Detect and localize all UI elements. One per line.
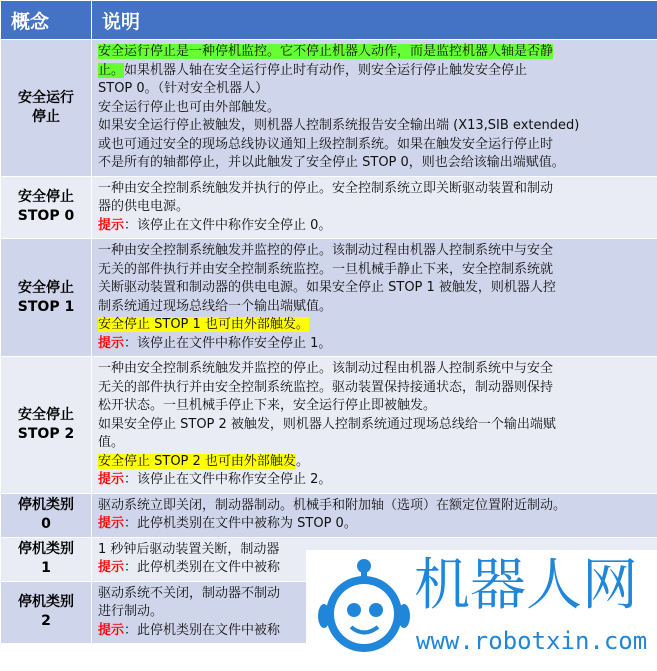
description-text: 如果安全运行停止被触发，则机器人控制系统报告安全输出端 (X13,SIB extended): [98, 118, 580, 133]
description-line: [98, 453, 651, 472]
highlighted-text: 止。: [98, 62, 125, 78]
concept-label: 安全停止: [18, 406, 74, 423]
description-line: [98, 117, 651, 136]
description-text: 如果安全停止 STOP 2 被触发，则机器人控制系统通过现场总线给一个输出端赋: [98, 416, 556, 432]
description-text: 安全运行停止也可由外部触发。: [98, 99, 281, 115]
description-line: [98, 217, 651, 236]
tip-label: 提示: [98, 560, 125, 575]
description-text: 不是所有的轴都停止，并以此触发了安全停止 STOP 0，则也会给该输出端赋值。: [98, 155, 565, 170]
tip-label: 提示: [98, 472, 125, 487]
watermark-brand: 机器人网: [414, 553, 638, 618]
description-line: [98, 80, 651, 99]
description-line: [98, 154, 651, 173]
description-text: 如果机器人轴在安全运行停止时有动作，则安全运行停止触发安全停止: [124, 62, 528, 78]
description-cell: [92, 493, 657, 537]
description-text: 或也可通过安全的现场总线协议通知上级控制系统。如果在触发安全运行停止时: [98, 136, 554, 152]
tip-label: 提示: [98, 622, 125, 638]
description-line: [98, 198, 651, 217]
description-line: [98, 43, 651, 62]
description-line: [98, 279, 651, 298]
table-row: [1, 40, 657, 177]
tip-label: 提示: [98, 516, 125, 531]
description-cell: [92, 239, 657, 357]
description-text: 一种由安全控制系统触发并执行的停止。安全控制系统立即关断驱动装置和制动: [98, 180, 554, 196]
watermark-url: www.robotxin.com: [416, 627, 648, 655]
description-text: 进行制动。: [98, 604, 164, 619]
concept-label: 2: [41, 613, 51, 630]
concept-cell: [1, 537, 92, 581]
concept-label: 停止: [32, 108, 60, 125]
description-cell: [92, 176, 657, 239]
description-line: [98, 62, 651, 81]
header-concept: 概念: [1, 1, 92, 40]
concept-cell: [1, 176, 92, 239]
concept-label: STOP 0: [17, 208, 75, 225]
description-cell: [92, 357, 657, 494]
tip-label: 提示: [98, 335, 125, 351]
concept-label: 0: [41, 516, 51, 532]
description-line: [98, 335, 651, 354]
concept-cell: [1, 40, 92, 177]
concept-label: STOP 1: [17, 298, 75, 315]
description-text: ：该停止在文件中称作安全停止 1。: [124, 335, 332, 351]
description-text: ：该停止在文件中称作安全停止 0。: [124, 217, 332, 233]
concept-cell: [1, 239, 92, 357]
concept-label: STOP 2: [17, 425, 75, 442]
description-line: [98, 515, 651, 534]
description-line: [98, 99, 651, 118]
description-text: 一种由安全控制系统触发并监控的停止。该制动过程由机器人控制系统中与安全: [98, 361, 554, 376]
description-line: [98, 298, 651, 317]
description-line: [98, 471, 651, 490]
concept-cell: [1, 493, 92, 537]
description-text: ：此停机类别在文件中被称为 STOP 0。: [124, 516, 357, 531]
description-text: STOP 0。（针对安全机器人）: [98, 81, 269, 96]
description-text: ：该停止在文件中称作安全停止 2。: [124, 472, 332, 487]
robot-logo-icon: [318, 556, 410, 656]
description-text: 关断驱动装置和制动器的供电电源。如果安全停止 STOP 1 被触发，则机器人控: [98, 280, 556, 295]
concept-label: 安全停止: [18, 279, 74, 296]
description-text: 无关的部件执行并由安全控制系统监控。驱动装置保持接通状态，制动器则保持: [98, 379, 554, 395]
description-line: [98, 379, 651, 398]
description-line: [98, 242, 651, 261]
description-text: 松开状态。一旦机械手停止下来，安全运行停止即被触发。: [98, 398, 437, 413]
highlighted-text: 安全停止 STOP 1 也可由外部触发。: [98, 317, 309, 332]
description-line: [98, 434, 651, 453]
header-row: [1, 1, 657, 40]
description-text: 值。: [98, 435, 125, 450]
description-text: ：此停机类别在文件中被称: [124, 560, 281, 575]
header-description: 说明: [92, 1, 657, 40]
concept-label: 安全运行: [18, 89, 74, 106]
concept-label: 停机类别: [18, 541, 74, 557]
concept-label: 停机类别: [18, 594, 74, 611]
description-text: 器的供电电源。: [98, 199, 190, 214]
description-line: [98, 497, 651, 516]
concept-cell: [1, 581, 92, 644]
description-line: [98, 416, 651, 435]
description-cell: [92, 40, 657, 177]
description-line: [98, 180, 651, 199]
description-text: 制系统通过现场总线给一个输出端赋值。: [98, 298, 333, 314]
table-row: [1, 239, 657, 357]
description-text: ：此停机类别在文件中被称: [124, 622, 281, 638]
concept-cell: [1, 357, 92, 494]
description-line: [98, 397, 651, 416]
description-text: 一种由安全控制系统触发并监控的停止。该制动过程由机器人控制系统中与安全: [98, 243, 554, 258]
description-line: [98, 360, 651, 379]
description-text: 。: [295, 453, 309, 469]
description-line: [98, 316, 651, 335]
highlighted-text: 安全停止 STOP 2 也可由外部触发: [98, 453, 296, 469]
tip-label: 提示: [98, 217, 125, 233]
description-line: [98, 261, 651, 280]
table-row: [1, 493, 657, 537]
table-row: [1, 176, 657, 239]
concept-label: 1: [41, 560, 51, 576]
description-text: 驱动系统立即关闭，制动器制动。机械手和附加轴（选项）在额定位置附近制动。: [98, 497, 567, 513]
description-line: [98, 136, 651, 155]
description-text: 无关的部件执行并由安全控制系统监控。一旦机械手静止下来，安全控制系统就: [98, 261, 554, 277]
description-text: 驱动系统不关闭，制动器不制动: [98, 585, 281, 601]
concept-label: 安全停止: [18, 189, 74, 206]
table-row: [1, 357, 657, 494]
concept-label: 停机类别: [18, 497, 74, 513]
watermark: [306, 550, 657, 671]
highlighted-text: 安全运行停止是一种停机监控。它不停止机器人动作，而是监控机器人轴是否静: [98, 44, 554, 59]
description-text: 1 秒钟后驱动装置关断，制动器: [98, 541, 280, 557]
